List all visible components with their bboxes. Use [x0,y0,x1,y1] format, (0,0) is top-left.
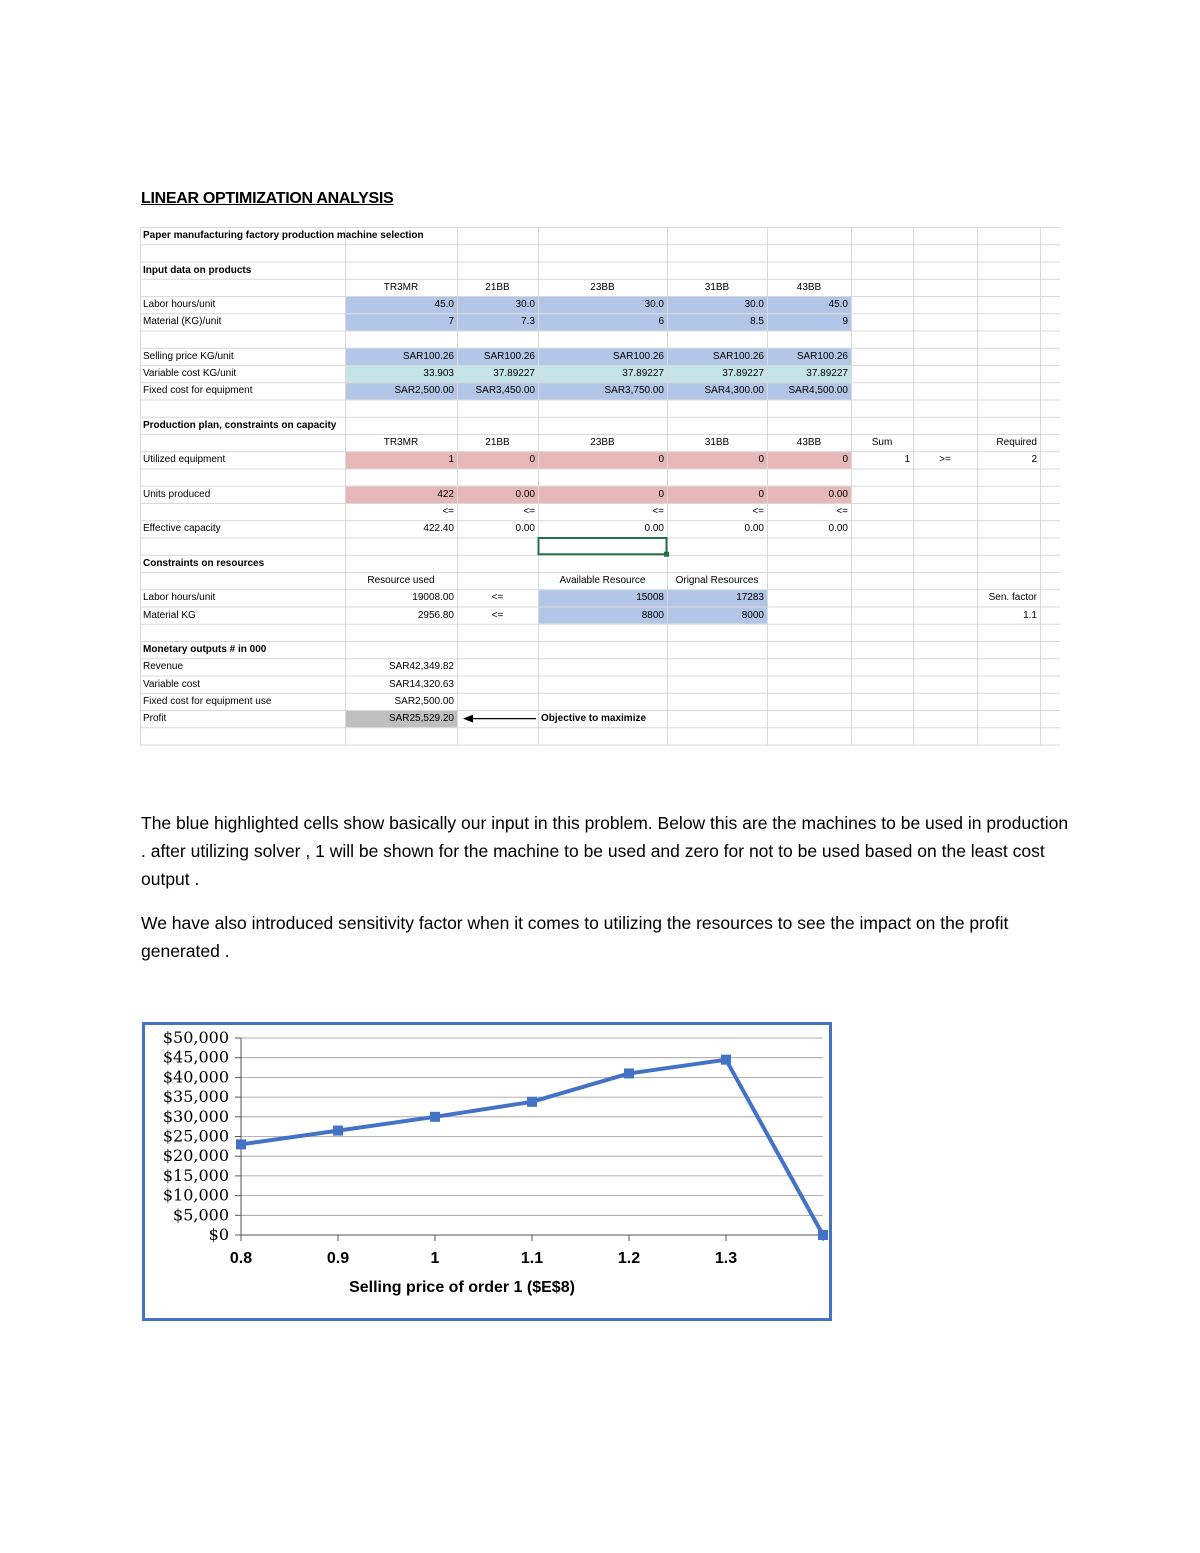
variable-value: 37.89227 [493,368,535,379]
selling-value: SAR100.26 [402,350,454,362]
chart-y-tick-label: $35,000 [162,1087,229,1107]
chart-y-tick-label: $30,000 [162,1106,229,1126]
row-label-selling: Selling price KG/unit [143,350,234,362]
required-header: Required [996,437,1037,448]
chart-data-point [721,1055,731,1065]
chart-y-tick-label: $50,000 [162,1028,229,1047]
required-value: 2 [1031,454,1037,466]
units-value: 422 [437,488,454,500]
utilized-value: 0 [842,454,848,466]
capacity-value: 0.00 [744,523,764,535]
fixed-value: SAR2,500.00 [394,385,454,397]
le-sign: <= [752,506,764,517]
section-production-plan: Production plan, constraints on capacity [143,419,337,431]
machine-header: 43BB [796,281,822,293]
selling-value: SAR100.26 [612,350,664,362]
chart-canvas [145,1025,829,1318]
chart-series-line [241,1060,823,1235]
section-input-data: Input data on products [143,264,252,276]
labor-value: 30.0 [744,299,764,310]
spreadsheet-table [140,227,1060,747]
units-value: 0 [658,488,664,500]
chart-x-tick-label: 1.1 [520,1250,544,1267]
row-label-varcost: Variable cost [143,678,201,690]
fixeduse-value: SAR2,500.00 [394,695,454,707]
material-value: 9 [842,316,848,328]
labor-used: 19008.00 [412,592,454,604]
material-value: 7.3 [521,316,535,328]
fixed-value: SAR3,450.00 [475,385,535,397]
selling-value: SAR100.26 [712,350,764,362]
ge-sign: >= [939,454,951,466]
paragraph-sensitivity: We have also introduced sensitivity factor when it comes to utilizing the resources to see the impact on the profit generated . [141,913,1009,961]
le-sign: <= [652,506,664,517]
le-sign: <= [491,609,504,621]
labor-value: 45.0 [828,299,848,310]
chart-x-tick-label: 1 [430,1250,440,1267]
fixed-value: SAR4,300.00 [704,385,764,397]
profit-value: SAR25,529.20 [388,713,454,724]
variable-value: 37.89227 [722,368,764,379]
paragraph-description: The blue highlighted cells show basically our input in this problem. Below this are the machines to be used in production . after utilizing solver , 1 will be shown for the machine to be used and zero for not to be used based on the least cost output . [141,813,1069,889]
le-sign: <= [491,592,504,604]
machine-header: 31BB [704,281,730,293]
units-value: 0.00 [515,488,535,500]
original-header: Orignal Resources [675,575,759,586]
row-label-profit: Profit [143,713,167,724]
row-label-labor: Labor hours/unit [143,299,216,310]
chart-data-point [624,1068,634,1078]
capacity-value: 0.00 [828,523,848,535]
document-title: LINEAR OPTIMIZATION ANALYSIS [141,190,394,207]
utilized-sum: 1 [904,454,910,466]
variable-value: 37.89227 [806,368,848,379]
resource-used-header: Resource used [367,575,435,586]
capacity-value: 422.40 [423,523,454,535]
machine-header: 43BB [796,437,822,448]
row-label-variable: Variable cost KG/unit [143,368,237,379]
available-header: Available Resource [559,575,646,586]
row-label-material-resource: Material KG [143,609,196,621]
labor-value: 45.0 [434,299,454,310]
chart-x-tick-label: 0.8 [229,1250,253,1267]
le-sign: <= [442,506,454,517]
units-value: 0 [758,488,764,500]
capacity-value: 0.00 [515,523,535,535]
utilized-value: 0 [758,454,764,466]
objective-note: Objective to maximize [541,713,647,724]
le-sign: <= [836,506,848,517]
machine-header: 21BB [485,437,510,448]
le-sign: <= [523,506,535,517]
fixed-value: SAR3,750.00 [604,385,664,397]
labor-original: 17283 [736,592,764,604]
utilized-value: 0 [658,454,664,466]
sheet-heading: Paper manufacturing factory production machine selection [143,230,424,241]
chart-x-axis-label: Selling price of order 1 ($E$8) [349,1279,575,1296]
capacity-value: 0.00 [644,523,664,535]
labor-value: 30.0 [515,299,535,310]
profit-line-chart [142,1022,832,1321]
chart-y-tick-label: $45,000 [162,1047,229,1067]
section-monetary: Monetary outputs # in 000 [143,644,267,655]
variable-value: 33.903 [423,368,454,379]
chart-y-tick-label: $10,000 [162,1185,229,1205]
chart-data-point [527,1097,537,1107]
utilized-value: 0 [529,454,535,466]
chart-y-tick-label: $5,000 [173,1205,229,1225]
row-label-capacity: Effective capacity [143,523,221,535]
chart-y-tick-label: $20,000 [162,1146,229,1166]
material-value: 8.5 [750,316,764,328]
material-original: 8000 [741,609,764,621]
material-value: 6 [658,316,664,328]
chart-data-point [430,1112,440,1122]
labor-value: 30.0 [644,299,664,310]
varcost-value: SAR14,320.63 [388,678,454,690]
chart-y-tick-label: $15,000 [162,1165,229,1185]
section-resources: Constraints on resources [143,557,265,569]
material-used: 2956.80 [417,609,454,621]
row-label-material: Material (KG)/unit [143,316,222,328]
row-label-fixeduse: Fixed cost for equipment use [143,695,272,707]
selling-value: SAR100.26 [796,350,848,362]
material-value: 7 [448,316,454,328]
machine-header: 23BB [590,437,615,448]
chart-data-point [818,1230,828,1240]
selected-cell[interactable] [539,538,667,554]
machine-header: 21BB [485,281,510,293]
row-label-revenue: Revenue [143,661,184,673]
revenue-value: SAR42,349.82 [388,661,454,673]
variable-value: 37.89227 [622,368,664,379]
chart-y-tick-label: $40,000 [162,1067,229,1087]
labor-available: 15008 [636,592,664,604]
row-label-units: Units produced [143,488,211,500]
machine-header: TR3MR [383,281,419,293]
chart-y-tick-label: $25,000 [162,1126,229,1146]
material-available: 8800 [641,609,664,621]
machine-header: TR3MR [383,437,419,448]
sens-factor-header: Sen. factor [988,592,1037,604]
objective-arrow-head [463,715,473,723]
fixed-value: SAR4,500.00 [788,385,848,397]
row-label-labor-resource: Labor hours/unit [143,592,216,604]
chart-x-tick-label: 0.9 [326,1250,350,1267]
chart-x-tick-label: 1.2 [617,1250,641,1267]
utilized-value: 1 [448,454,454,466]
selling-value: SAR100.26 [483,350,535,362]
chart-x-tick-label: 1.3 [714,1250,738,1267]
chart-data-point [236,1139,246,1149]
chart-y-tick-label: $0 [208,1225,229,1244]
machine-header: 31BB [704,437,730,448]
chart-data-point [333,1126,343,1136]
sum-header: Sum [871,437,893,448]
sens-factor-value: 1.1 [1023,609,1037,621]
fill-handle[interactable] [664,552,669,557]
row-label-fixed: Fixed cost for equipment [143,385,253,397]
machine-header: 23BB [590,281,615,293]
units-value: 0.00 [828,488,848,500]
row-label-utilized: Utilized equipment [143,454,226,466]
